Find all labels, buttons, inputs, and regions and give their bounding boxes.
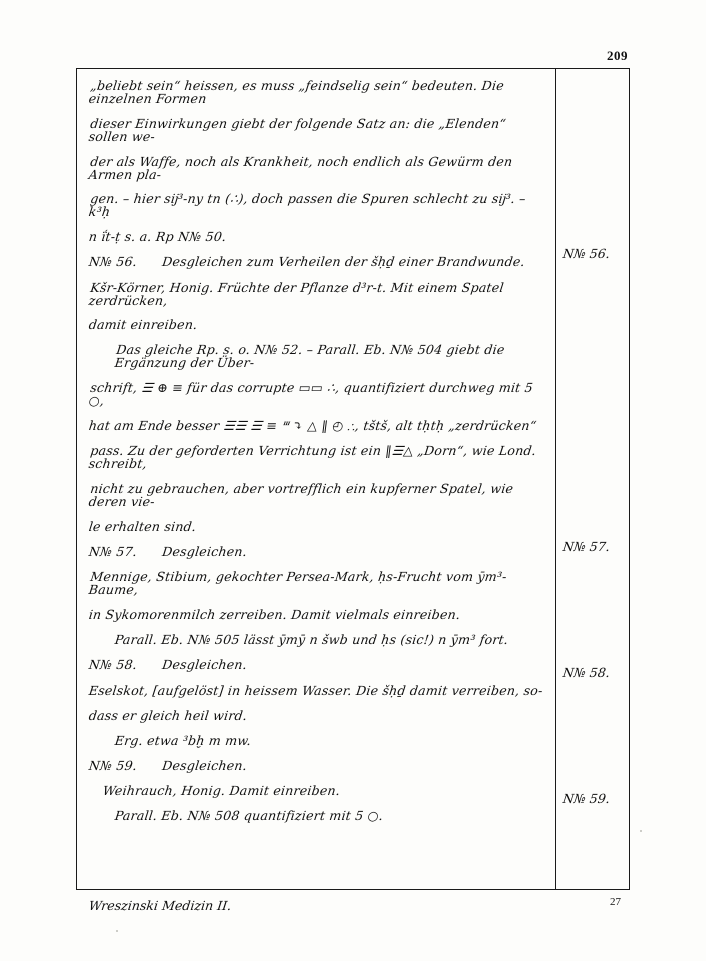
paper-speck	[640, 830, 642, 832]
text-line: n ḯt-ṭ s. a. Rp N№ 50.	[87, 229, 228, 245]
margin-rule	[555, 68, 556, 890]
text-line: gen. – hier sĳ³-ny tn (∴), doch passen die Spuren schlecht zu sĳ³. – k³ḥ	[87, 191, 531, 219]
text-line: in Sykomorenmilch zerreiben. Damit vielmals einreiben.	[87, 606, 462, 622]
text-line: der als Waffe, noch als Krankheit, noch endlich als Gewürm den Armen pla-	[87, 153, 518, 182]
text-line: damit einreiben.	[87, 317, 199, 333]
text-line: Mennige, Stibium, gekochter Persea-Mark, ḥs-Frucht vom ȳm³-Baume,	[87, 569, 508, 597]
text-line: pass. Zu der geforderten Verrichtung ist ein ‖☰△ „Dorn“, wie Lond. schreibt,	[87, 443, 542, 471]
margin-note: N№ 58.	[562, 665, 611, 680]
main-text-column	[88, 80, 544, 878]
margin-note: N№ 57.	[562, 539, 611, 554]
text-line: N№ 59. Desgleichen.	[87, 758, 248, 774]
margin-note: N№ 59.	[562, 791, 611, 806]
page-number: 209	[607, 48, 628, 63]
text-line: N№ 57. Desgleichen.	[87, 543, 248, 559]
text-line: le erhalten sind.	[87, 518, 198, 534]
text-line: Parall. Eb. N№ 508 quantifiziert mit 5 ○.	[113, 808, 385, 824]
text-line: Erg. etwa ³bḫ m mw.	[113, 732, 253, 748]
footer-running-title: Wreszinski Medizin II.	[88, 898, 233, 913]
text-line: Kšr-Körner, Honig. Früchte der Pflanze d³r-t. Mit einem Spatel zerdrücken,	[87, 279, 509, 308]
text-line: dieser Einwirkungen giebt der folgende Satz an: die „Elenden“ sollen we-	[87, 115, 512, 144]
text-line: „beliebt sein“ heissen, es muss „feindselig sein“ bedeuten. Die einzelnen Formen	[87, 78, 510, 106]
text-line: Weihrauch, Honig. Damit einreiben.	[101, 783, 342, 799]
paper-speck	[116, 930, 118, 932]
text-line: schrift, ☰ ⊕ ≡ für das corrupte ▭▭ ∴, quantifiziert durchweg mit 5 ○,	[87, 380, 539, 408]
margin-note: N№ 56.	[562, 246, 611, 261]
text-line: dass er gleich heil wird.	[87, 707, 249, 723]
text-line: Das gleiche Rp. s. o. N№ 52. – Parall. Eb. N№ 504 giebt die Ergänzung der Über-	[113, 342, 510, 371]
text-line: nicht zu gebrauchen, aber vortrefflich ein kupferner Spatel, wie deren vie-	[87, 481, 519, 509]
text-line: N№ 56. Desgleichen zum Verheilen der šḥḏ einer Brandwunde.	[87, 254, 526, 270]
text-line: N№ 58. Desgleichen.	[87, 657, 248, 673]
text-line: Eselskot, [aufgelöst] in heissem Wasser. Die šḥḏ damit verreiben, so-	[87, 682, 544, 698]
text-line: hat am Ende besser ☰☰ ☰ ≡ ⱎ ⤵ △ ‖ ◴ ∴, tštš, alt tḥtḥ „zerdrücken“	[87, 418, 538, 434]
text-line: Parall. Eb. N№ 505 lässt ȳmȳ n šwb und ḥs (sic!) n ȳm³ fort.	[113, 632, 510, 648]
footer-signature-number: 27	[610, 896, 621, 908]
